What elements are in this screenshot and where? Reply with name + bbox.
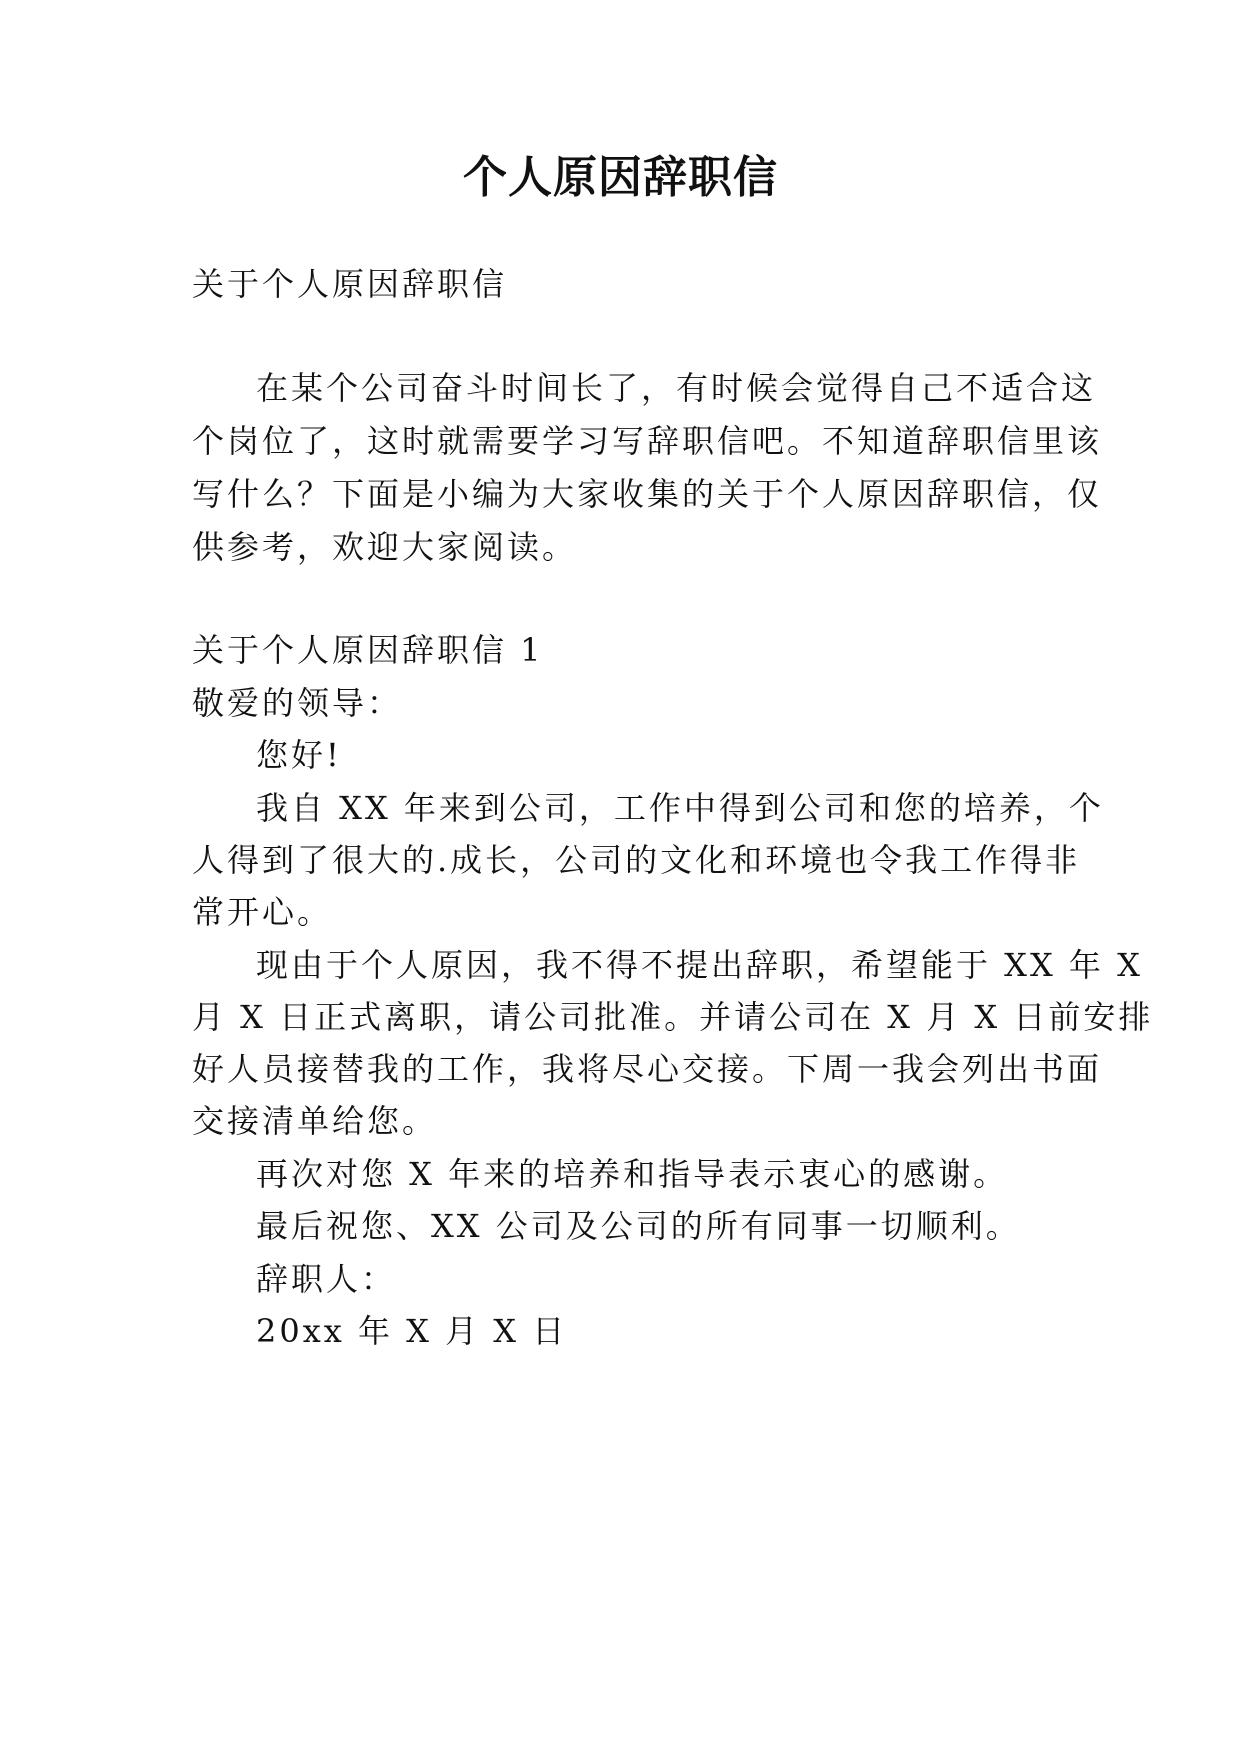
signature-label: 辞职人： [256, 1260, 397, 1298]
salutation: 敬爱的领导： [192, 684, 403, 722]
paragraph-line: 我自 XX 年来到公司，工作中得到公司和您的培养，个 [256, 789, 1104, 827]
paragraph-line: 好人员接替我的工作，我将尽心交接。下周一我会列出书面 [192, 1050, 1103, 1088]
greeting: 您好! [256, 736, 342, 774]
thanks-line: 再次对您 X 年来的培养和指导表示衷心的感谢。 [256, 1155, 1009, 1193]
wishes-line: 最后祝您、XX 公司及公司的所有同事一切顺利。 [256, 1207, 1021, 1245]
paragraph-line: 人得到了很大的.成长，公司的文化和环境也令我工作得非 [192, 841, 1081, 879]
paragraph-line: 常开心。 [192, 893, 333, 931]
paragraph-line: 月 X 日正式离职，请公司批准。并请公司在 X 月 X 日前安排 [192, 998, 1154, 1036]
intro-line: 供参考，欢迎大家阅读。 [192, 528, 578, 566]
paragraph-line: 交接清单给您。 [192, 1102, 438, 1140]
intro-line: 在某个公司奋斗时间长了，有时候会觉得自己不适合这 [256, 369, 1097, 407]
intro-line: 个岗位了，这时就需要学习写辞职信吧。不知道辞职信里该 [192, 422, 1103, 460]
document-title: 个人原因辞职信 [463, 152, 778, 203]
date-line: 20xx 年 X 月 X 日 [256, 1312, 568, 1350]
intro-line: 写什么？下面是小编为大家收集的关于个人原因辞职信，仅 [192, 475, 1103, 513]
section-heading: 关于个人原因辞职信 1 [192, 631, 544, 669]
document-subtitle: 关于个人原因辞职信 [192, 265, 508, 303]
paragraph-line: 现由于个人原因，我不得不提出辞职，希望能于 XX 年 X [256, 946, 1143, 984]
